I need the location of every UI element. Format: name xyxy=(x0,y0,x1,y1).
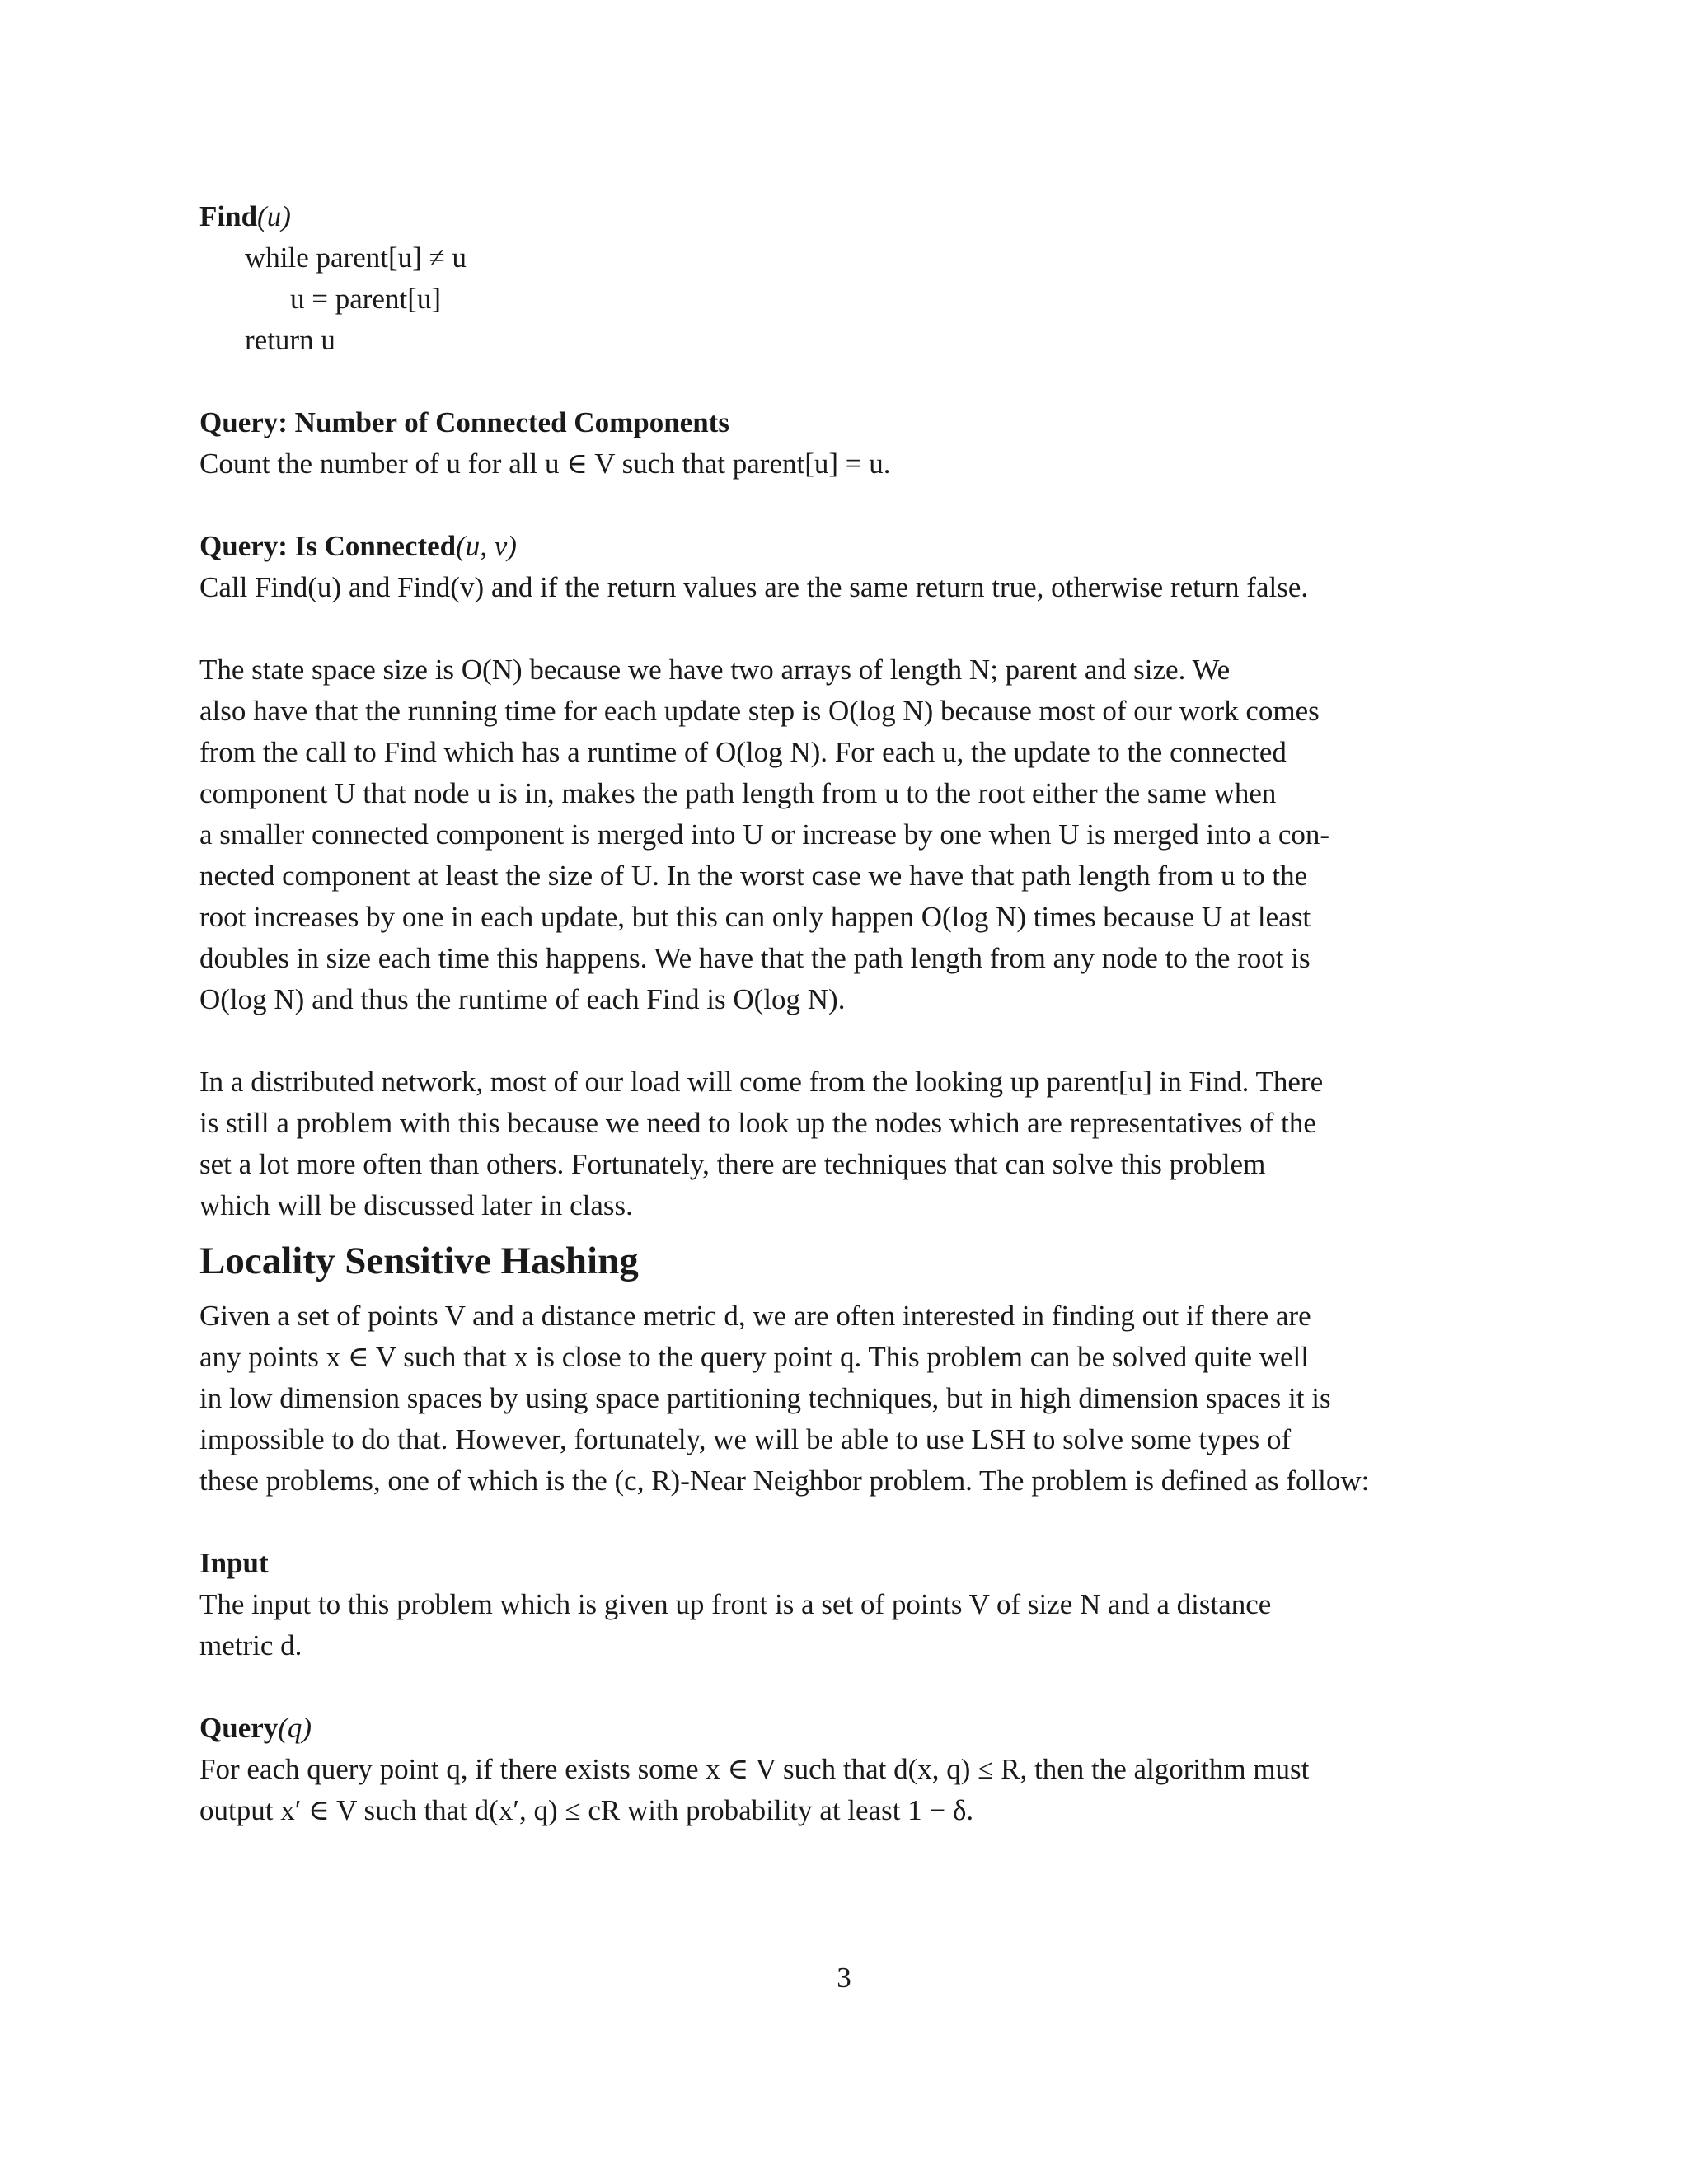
query-components-body: Count the number of u for all u ∈ V such that parent[u] = u. xyxy=(199,448,891,480)
paragraph-line: set a lot more often than others. Fortunately, there are techniques that can solve this problem xyxy=(199,1148,1266,1180)
page-number: 3 xyxy=(837,1961,851,1994)
paragraph-line: a smaller connected component is merged into U or increase by one when U is merged into a con- xyxy=(199,818,1330,851)
paragraph-line: is still a problem with this because we need to look up the nodes which are representatives of the xyxy=(199,1107,1316,1139)
paragraph-line: Given a set of points V and a distance metric d, we are often interested in finding out if there are xyxy=(199,1300,1311,1332)
paragraph-line: from the call to Find which has a runtime of O(log N). For each u, the update to the connected xyxy=(199,736,1287,768)
paragraph-line: The state space size is O(N) because we have two arrays of length N; parent and size. We xyxy=(199,654,1231,686)
paragraph-line: In a distributed network, most of our load will come from the looking up parent[u] in Find. There xyxy=(199,1066,1324,1098)
find-algorithm xyxy=(199,196,1490,361)
query-connected-title xyxy=(199,526,1490,567)
paragraph-line: nected component at least the size of U. In the worst case we have that path length from u to the xyxy=(199,860,1308,892)
paragraph-line: The input to this problem which is given up front is a set of points V of size N and a distance xyxy=(199,1588,1272,1620)
query-q-title xyxy=(199,1708,1490,1749)
paragraph-distributed xyxy=(199,1062,1490,1226)
paragraph-line: in low dimension spaces by using space partitioning techniques, but in high dimension spaces it is xyxy=(199,1382,1331,1414)
paragraph-line: impossible to do that. However, fortunately, we will be able to use LSH to solve some types of xyxy=(199,1423,1292,1455)
paragraph-line: component U that node u is in, makes the path length from u to the root either the same when xyxy=(199,777,1277,809)
paragraph-line: output x′ ∈ V such that d(x′, q) ≤ cR with probability at least 1 − δ. xyxy=(199,1794,974,1826)
find-header-args: (u) xyxy=(257,200,291,232)
paragraph-line: any points x ∈ V such that x is close to the query point q. This problem can be solved quite well xyxy=(199,1341,1309,1373)
find-line-return: return u xyxy=(245,324,335,356)
find-line-assign: u = parent[u] xyxy=(290,283,441,315)
paragraph-line: O(log N) and thus the runtime of each Find is O(log N). xyxy=(199,983,846,1015)
query-connected-title-name: Query: Is Connected xyxy=(199,530,457,562)
find-header-name: Find xyxy=(199,200,258,232)
page-content xyxy=(199,196,1490,1831)
query-connected-body: Call Find(u) and Find(v) and if the return values are the same return true, otherwise return false. xyxy=(199,571,1309,603)
find-header xyxy=(199,196,1490,237)
query-components-block xyxy=(199,402,1490,485)
paragraph-line: these problems, one of which is the (c, R)-Near Neighbor problem. The problem is defined as follow: xyxy=(199,1465,1370,1497)
query-q-title-name: Query xyxy=(199,1712,279,1744)
paragraph-line: root increases by one in each update, but this can only happen O(log N) times because U at least xyxy=(199,901,1311,933)
paragraph-line: also have that the running time for each update step is O(log N) because most of our work comes xyxy=(199,695,1320,727)
query-components-title: Query: Number of Connected Components xyxy=(199,406,729,438)
paragraph-lsh-intro xyxy=(199,1296,1490,1502)
input-title: Input xyxy=(199,1547,269,1579)
paragraph-line: which will be discussed later in class. xyxy=(199,1189,633,1221)
query-q-title-args: (q) xyxy=(278,1712,312,1744)
paragraph-state-space xyxy=(199,649,1490,1020)
paragraph-line: metric d. xyxy=(199,1629,302,1661)
input-block xyxy=(199,1543,1490,1666)
query-q-block xyxy=(199,1708,1490,1831)
query-connected-block xyxy=(199,526,1490,608)
section-title-lsh: Locality Sensitive Hashing xyxy=(199,1240,639,1282)
query-connected-title-args: (u, v) xyxy=(456,530,517,562)
paragraph-line: doubles in size each time this happens. We have that the path length from any node to the root is xyxy=(199,942,1311,974)
paragraph-line: For each query point q, if there exists some x ∈ V such that d(x, q) ≤ R, then the algorithm must xyxy=(199,1753,1310,1785)
find-line-while: while parent[u] ≠ u xyxy=(245,241,467,274)
